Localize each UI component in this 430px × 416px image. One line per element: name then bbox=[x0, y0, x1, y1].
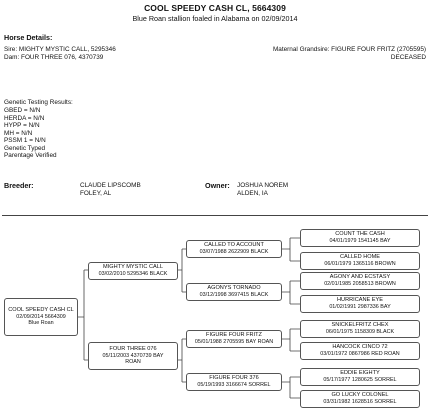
breeder-location: FOLEY, AL bbox=[80, 190, 112, 197]
sdd-info: 01/02/1991 2987336 BAY bbox=[329, 304, 391, 311]
ddd-name: GO LUCKY COLONEL bbox=[331, 392, 389, 399]
pedigree-dam-sire bbox=[186, 330, 282, 348]
genetic-result-pssm1: PSSM 1 = N/N bbox=[4, 137, 46, 144]
sire-name: MIGHTY MYSTIC CALL bbox=[103, 264, 163, 271]
breeder-name: CLAUDE LIPSCOMB bbox=[80, 182, 141, 189]
pedigree-sss bbox=[300, 229, 420, 247]
ds-info: 05/01/1988 2705595 BAY ROAN bbox=[194, 339, 274, 346]
dam-line: Dam: FOUR THREE 076, 4370739 bbox=[4, 54, 104, 61]
connector-sd bbox=[282, 281, 300, 304]
subject-info: 02/09/2014 5664309 bbox=[16, 313, 66, 320]
owner-label: Owner: bbox=[205, 181, 230, 190]
pedigree-ddd bbox=[300, 390, 420, 408]
pedigree-sds bbox=[300, 272, 420, 290]
dsd-name: HANCOCK CINCO 72 bbox=[332, 344, 388, 351]
ssd-info: 06/01/1979 1365116 BROWN bbox=[324, 261, 396, 268]
subject-name: COOL SPEEDY CASH CL bbox=[8, 307, 74, 314]
parentage-verified: Parentage Verified bbox=[4, 152, 57, 159]
pedigree-sire bbox=[88, 262, 178, 280]
genetic-result-hypp: HYPP = N/N bbox=[4, 122, 40, 129]
owner-location: ALDEN, IA bbox=[237, 190, 268, 197]
dds-name: EDDIE EIGHTY bbox=[340, 370, 380, 377]
dam-color: ROAN bbox=[125, 359, 141, 366]
dd-name: FIGURE FOUR 376 bbox=[209, 375, 259, 382]
maternal-grandsire-line: Maternal Grandsire: FIGURE FOUR FRITZ (2705595) bbox=[272, 46, 426, 53]
ssd-name: CALLED HOME bbox=[339, 254, 381, 261]
dam-info: 05/11/2003 4370739 BAY bbox=[102, 352, 164, 359]
sss-info: 04/01/1979 1541145 BAY bbox=[329, 238, 391, 245]
connector-dd bbox=[282, 377, 300, 398]
sdd-name: HURRICANE EYE bbox=[336, 297, 383, 304]
dd-info: 05/19/1993 3166674 SORREL bbox=[197, 382, 271, 389]
horse-title: COOL SPEEDY CASH CL, 5664309 bbox=[144, 3, 286, 13]
pedigree-dsd bbox=[300, 342, 420, 360]
horse-details-title: Horse Details: bbox=[4, 33, 53, 42]
connector-dam bbox=[178, 339, 186, 382]
genetic-testing-title: Genetic Testing Results: bbox=[4, 99, 73, 106]
genetic-result-herda: HERDA = N/N bbox=[4, 114, 45, 122]
sd-name: AGONYS TORNADO bbox=[207, 285, 261, 292]
connector-ds bbox=[282, 329, 300, 351]
ds-name: FIGURE FOUR FRITZ bbox=[206, 332, 262, 339]
connector-subject bbox=[78, 270, 88, 360]
sss-name: COUNT THE CASH bbox=[335, 231, 385, 238]
pedigree-subject bbox=[4, 298, 78, 336]
sire-line: Sire: MIGHTY MYSTIC CALL, 5295346 bbox=[4, 46, 116, 53]
sds-info: 02/01/1985 2058513 BROWN bbox=[324, 281, 396, 288]
connector-ss bbox=[282, 238, 300, 261]
pedigree-ssd bbox=[300, 252, 420, 270]
pedigree-sire-dam bbox=[186, 283, 282, 301]
ddd-info: 03/31/1982 1628516 SORREL bbox=[323, 399, 397, 406]
pedigree-dam bbox=[88, 342, 178, 370]
connector-sire bbox=[178, 249, 186, 292]
ss-name: CALLED TO ACCOUNT bbox=[204, 242, 264, 249]
dsd-info: 03/01/1972 0867986 RED ROAN bbox=[320, 351, 400, 358]
pedigree-dds bbox=[300, 368, 420, 386]
breeder-label: Breeder: bbox=[4, 181, 34, 190]
dam-name: FOUR THREE 076 bbox=[109, 346, 157, 353]
sds-name: AGONY AND ECSTASY bbox=[329, 274, 391, 281]
genetic-result-mh: MH = N/N bbox=[4, 129, 33, 137]
genetic-typed: Genetic Typed bbox=[4, 144, 46, 152]
dss-name: SNICKELFRITZ CHEX bbox=[331, 322, 389, 329]
owner-name: JOSHUA NOREM bbox=[237, 182, 289, 189]
subject-color: Blue Roan bbox=[28, 320, 54, 327]
horse-subtitle: Blue Roan stallion foaled in Alabama on 02/09/2014 bbox=[132, 14, 298, 23]
pedigree-dss bbox=[300, 320, 420, 338]
genetic-result-gbed: GBED = N/N bbox=[4, 107, 41, 114]
sd-info: 03/12/1998 3697415 BLACK bbox=[199, 292, 269, 299]
dds-info: 05/17/1977 1280625 SORREL bbox=[323, 377, 397, 384]
ss-info: 03/07/1988 2622909 BLACK bbox=[199, 249, 269, 256]
dss-info: 06/01/1975 1158309 BLACK bbox=[325, 329, 395, 336]
sire-info: 03/02/2010 5295346 BLACK bbox=[98, 271, 168, 278]
pedigree-dam-dam bbox=[186, 373, 282, 391]
pedigree-sdd bbox=[300, 295, 420, 313]
pedigree-sire-sire bbox=[186, 240, 282, 258]
maternal-grandsire-status: DECEASED bbox=[390, 54, 426, 61]
